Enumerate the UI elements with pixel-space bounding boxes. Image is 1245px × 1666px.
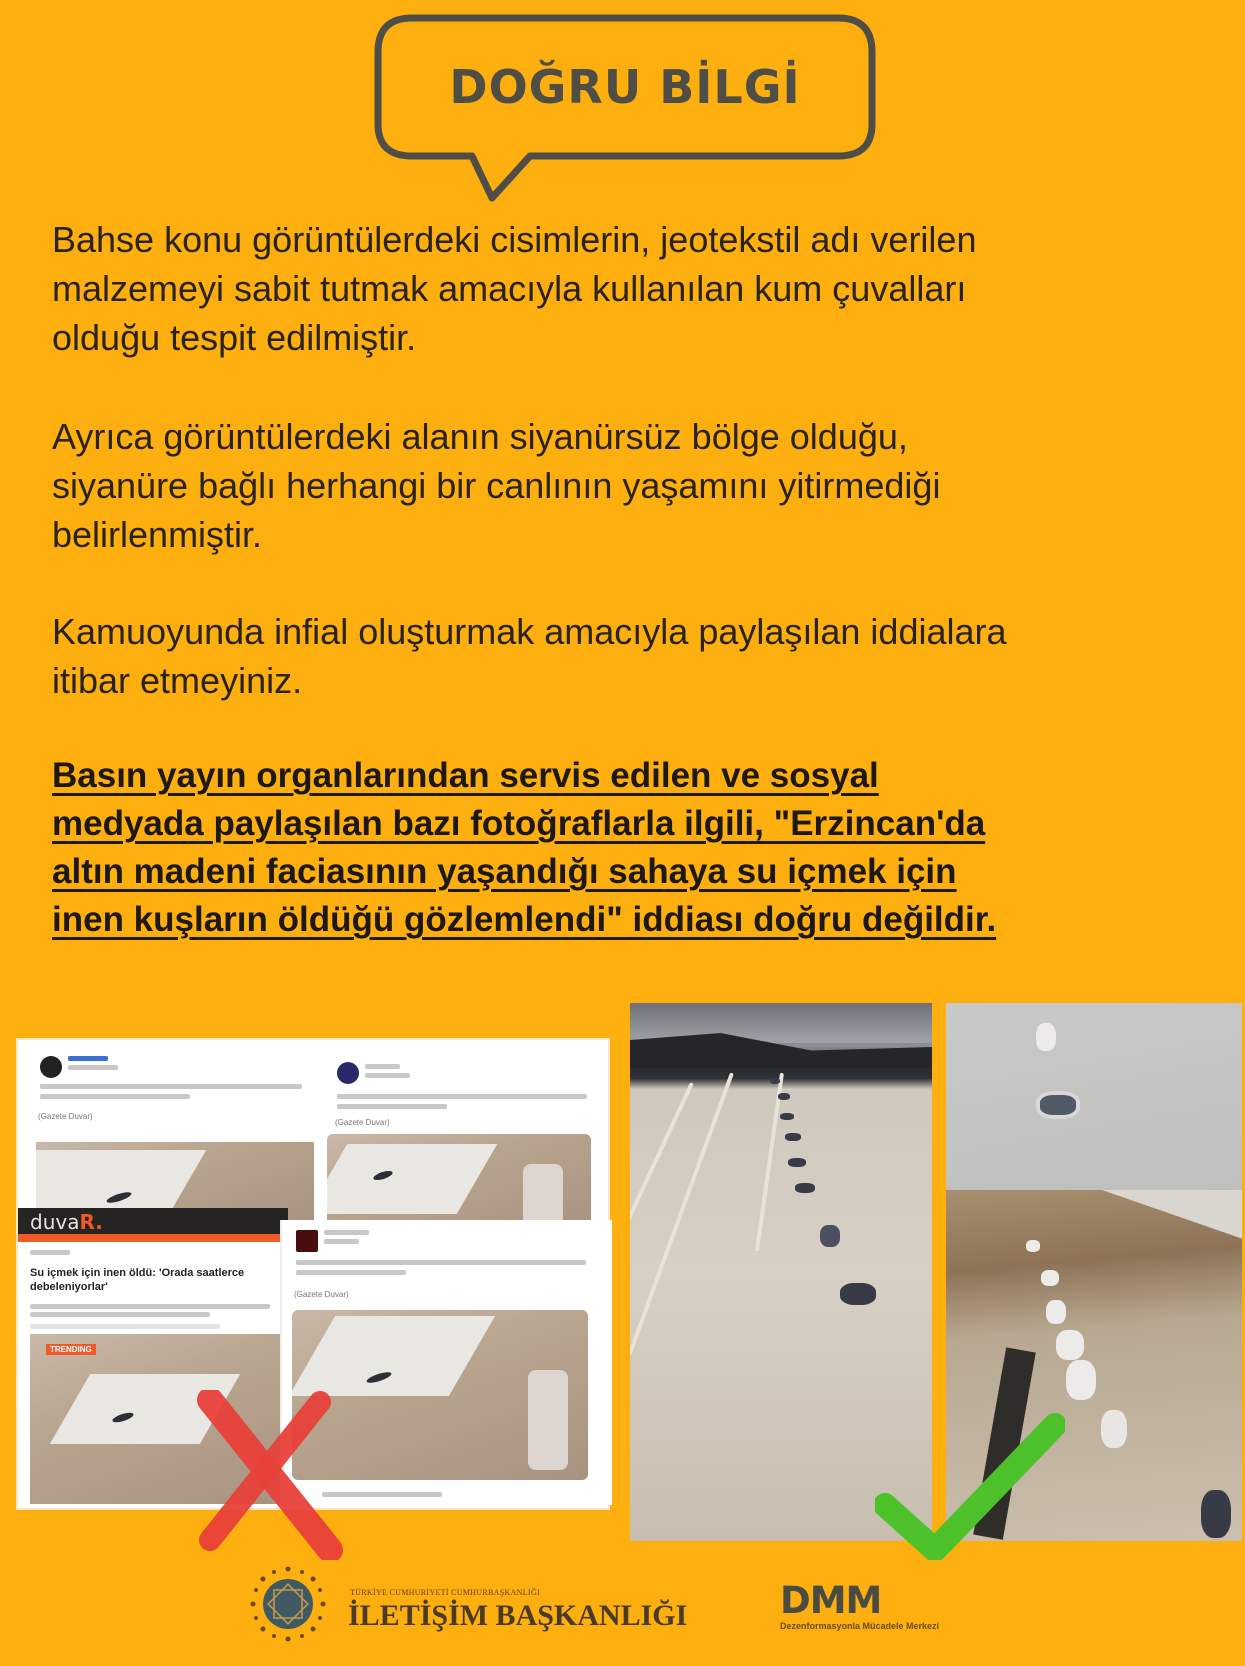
text-line: Bahse konu görüntülerdeki cisimlerin, jeotekstil adı verilen (52, 219, 977, 260)
tweet-source: (Gazete Duvar) (335, 1118, 390, 1127)
news-site-header (18, 1208, 288, 1234)
page-title: DOĞRU BİLGİ (449, 60, 801, 114)
tweet-card (26, 1046, 316, 1216)
paragraph-warning (52, 607, 1007, 705)
news-site-logo: duvaR. (30, 1210, 103, 1234)
claim-line: medyada paylaşılan bazı fotoğraflarla ilgili, "Erzincan'da (52, 804, 986, 843)
tweet-card (323, 1052, 603, 1217)
tweet-source: (Gazete Duvar) (38, 1112, 93, 1121)
dmm-logo (780, 1579, 940, 1631)
claim-line: inen kuşların öldüğü gözlemlendi" iddiası doğru değildir. (52, 900, 997, 939)
star-emblem-icon (250, 1566, 326, 1642)
avatar (40, 1056, 62, 1078)
photo-sandbag-closeup (946, 1003, 1242, 1190)
claim-line: Basın yayın organlarından servis edilen ve sosyal (52, 756, 879, 795)
logo-title: İLETİŞİM BAŞKANLIĞI (348, 1599, 688, 1632)
avatar (296, 1230, 318, 1252)
logo-subtitle: Dezenformasyonla Mücadele Merkezi (780, 1621, 940, 1631)
text-line: belirlenmiştir. (52, 514, 263, 555)
header-speech-bubble (372, 14, 878, 164)
text-line: olduğu tespit edilmiştir. (52, 317, 417, 358)
paragraph-sandbags (52, 215, 976, 362)
claim-line: altın madeni faciasının yaşandığı sahaya su içmek için (52, 852, 957, 891)
green-check-icon (875, 1410, 1065, 1560)
news-headline: Su içmek için inen öldü: 'Orada saatlerce debeleniyorlar' (30, 1267, 245, 1293)
tweet-source: (Gazete Duvar) (294, 1290, 349, 1299)
paragraph-cyanide-free (52, 412, 940, 559)
logo-title: DMM (780, 1579, 882, 1622)
text-line: Ayrıca görüntülerdeki alanın siyanürsüz bölge olduğu, (52, 416, 908, 457)
claim-statement (52, 752, 996, 944)
text-line: siyanüre bağlı herhangi bir canlının yaşamını yitirmediği (52, 465, 941, 506)
logo-subtitle: TÜRKİYE CUMHURİYETİ CUMHURBAŞKANLIĞI (350, 1588, 540, 1597)
tweet-photo (327, 1134, 591, 1226)
text-line: itibar etmeyiniz. (52, 660, 303, 701)
red-x-icon (180, 1390, 350, 1560)
avatar (337, 1062, 359, 1084)
trending-badge: TRENDING (46, 1344, 96, 1355)
text-line: Kamuoyunda infial oluşturmak amacıyla paylaşılan iddialara (52, 611, 1007, 652)
text-line: malzemeyi sabit tutmak amacıyla kullanılan kum çuvalları (52, 268, 967, 309)
